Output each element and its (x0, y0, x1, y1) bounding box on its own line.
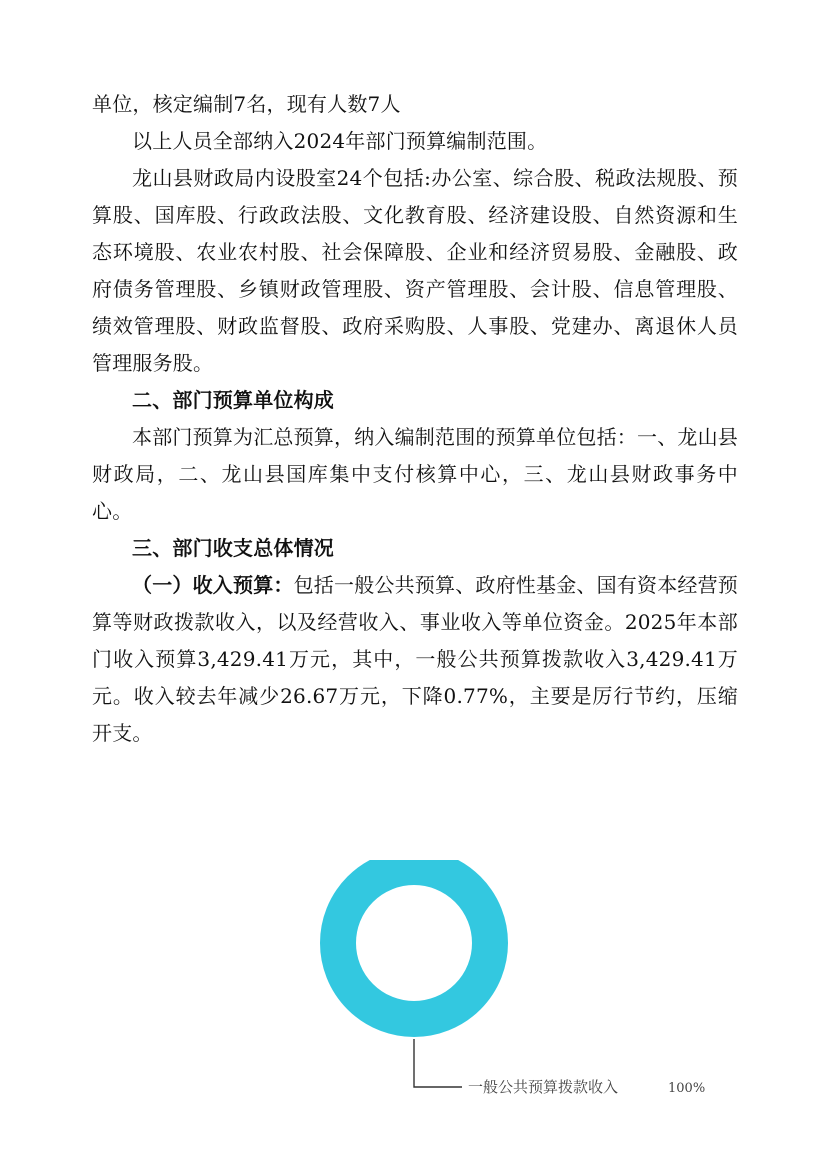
donut-value-label: 100% (668, 1081, 706, 1096)
donut-category-label: 一般公共预算拨款收入 (468, 1078, 619, 1096)
income-chart (0, 860, 826, 1120)
donut-leader-line (414, 1039, 462, 1087)
paragraph-scope: 以上人员全部纳入2024年部门预算编制范围。 (132, 129, 548, 153)
section-heading-3: 三、部门收支总体情况 (132, 536, 334, 560)
donut-slice-0 (338, 867, 490, 1019)
paragraph-continuation: 单位，核定编制7名，现有人数7人 (92, 92, 401, 116)
section-heading-2: 二、部门预算单位构成 (132, 388, 334, 412)
document-body (92, 86, 738, 752)
income-text: 包括一般公共预算、政府性基金、国有资本经营预算等财政拨款收入，以及经营收入、事业收入等单位资金。2025年本部门收入预算3,429.41万元，其中，一般公共预算拨款收入3,429.41万元。收入较去年减少26.67万元，下降0.77%，主要是厉行节约，压缩开支。 (92, 573, 739, 745)
donut-chart-svg (0, 860, 826, 1120)
paragraph-income (92, 567, 738, 752)
paragraph-units: 本部门预算为汇总预算，纳入编制范围的预算单位包括：一、龙山县财政局，二、龙山县国库集中支付核算中心，三、龙山县财政事务中心。 (92, 425, 738, 523)
paragraph-offices: 龙山县财政局内设股室24个包括:办公室、综合股、税政法规股、预算股、国库股、行政政法股、文化教育股、经济建设股、自然资源和生态环境股、农业农村股、社会保障股、企业和经济贸易股、金融股、政府债务管理股、乡镇财政管理股、资产管理股、会计股、信息管理股、绩效管理股、财政监督股、政府采购股、人事股、党建办、离退休人员管理服务股。 (92, 166, 738, 375)
income-lead: （一）收入预算： (132, 573, 294, 597)
